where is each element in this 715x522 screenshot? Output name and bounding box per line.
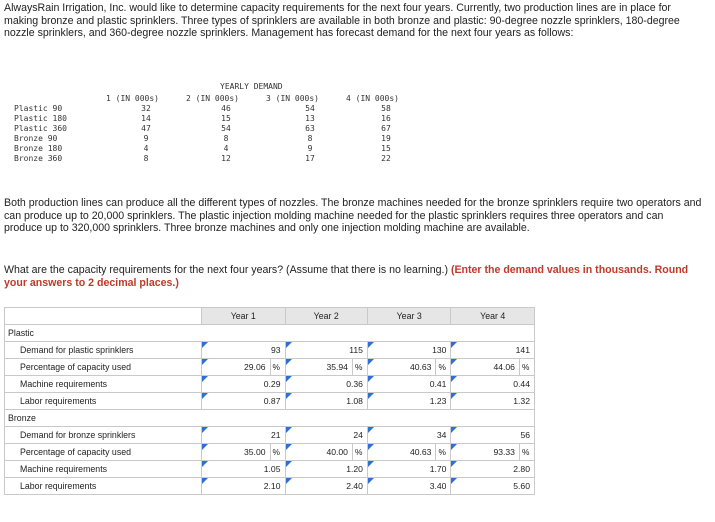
row-label: Demand for plastic sprinklers	[5, 342, 202, 359]
demand-value: 8	[143, 153, 149, 163]
demand-value: 32	[141, 104, 151, 113]
intro-text: AlwaysRain Irrigation, Inc. would like to determine capacity requirements for the next four years. Currently, two production lines are in place for making bronze and plastic sprinklers. Three types of sprinklers are available in both bronze and plastic: 90-degree nozzle sprinklers, 180-degree nozzle sprinklers, and 360-degree nozzle sprinklers. Management has forecast demand for the next four years as follows:	[4, 2, 680, 40]
section-row	[5, 410, 535, 427]
table-row	[5, 478, 535, 495]
table-row	[5, 342, 535, 359]
demand-value: 54	[305, 104, 315, 113]
answer-input[interactable]: 1.08	[285, 393, 367, 410]
demand-value: 58	[381, 104, 391, 113]
demand-value: 17	[305, 153, 315, 163]
demand-value: 19	[381, 133, 391, 143]
demand-row-label: Bronze 90	[14, 133, 58, 143]
demand-value: 16	[381, 113, 391, 123]
year-3-header: Year 3	[367, 308, 451, 325]
answer-input[interactable]: 29.06	[202, 359, 271, 376]
question: What are the capacity requirements for the next four years? (Assume that there is no learning.)	[4, 264, 448, 276]
demand-value: 67	[381, 123, 391, 133]
year-2-header: Year 2	[285, 308, 367, 325]
demand-value: 8	[307, 133, 313, 143]
demand-col-header: 1 (IN 000s)	[106, 94, 159, 103]
answer-input[interactable]: 21	[202, 427, 286, 444]
header-blank	[5, 308, 202, 325]
percent-unit: %	[519, 359, 534, 376]
demand-value: 8	[223, 133, 229, 143]
row-label: Labor requirements	[5, 393, 202, 410]
year-4-header: Year 4	[451, 308, 535, 325]
demand-value: 46	[221, 104, 231, 113]
answer-table	[4, 307, 535, 495]
answer-input[interactable]: 1.20	[285, 461, 367, 478]
answer-input[interactable]: 93	[202, 342, 286, 359]
row-label: Machine requirements	[5, 461, 202, 478]
table-row	[5, 359, 535, 376]
percent-unit: %	[352, 359, 367, 376]
row-label: Demand for bronze sprinklers	[5, 427, 202, 444]
answer-input[interactable]: 141	[451, 342, 535, 359]
answer-input[interactable]: 34	[367, 427, 451, 444]
demand-row-label: Plastic 360	[14, 123, 67, 133]
answer-input[interactable]: 40.63	[367, 359, 436, 376]
demand-col-header: 3 (IN 000s)	[266, 94, 319, 103]
answer-input[interactable]: 115	[285, 342, 367, 359]
demand-value: 13	[305, 113, 315, 123]
answer-input[interactable]: 35.94	[285, 359, 352, 376]
answer-header-row	[5, 308, 535, 325]
demand-col-header: 2 (IN 000s)	[186, 94, 239, 103]
percent-unit: %	[270, 444, 285, 461]
answer-input[interactable]: 0.44	[451, 376, 535, 393]
demand-value: 54	[221, 123, 231, 133]
demand-value: 47	[141, 123, 151, 133]
table-row	[5, 393, 535, 410]
answer-input[interactable]: 40.00	[285, 444, 352, 461]
answer-input[interactable]: 1.23	[367, 393, 451, 410]
answer-input[interactable]: 5.60	[451, 478, 535, 495]
demand-value: 4	[223, 143, 229, 153]
answer-input[interactable]: 0.29	[202, 376, 286, 393]
answer-input[interactable]: 0.41	[367, 376, 451, 393]
demand-row-label: Plastic 90	[14, 104, 63, 113]
demand-value: 4	[143, 143, 149, 153]
section-row	[5, 325, 535, 342]
answer-input[interactable]: 0.36	[285, 376, 367, 393]
demand-value: 12	[221, 153, 231, 163]
percent-unit: %	[352, 444, 367, 461]
instruction: (Enter the demand values in thousands. Round your answers to 2 decimal places.)	[4, 264, 689, 289]
demand-value: 15	[381, 143, 391, 153]
capacity-description: Both production lines can produce all the different types of nozzles. The bronze machines needed for the bronze sprinklers require two operators and can produce up to 20,000 sprinklers. The plastic injection molding machine needed for the plastic sprinklers requires three operators and can produce up to 320,000 sprinklers. Three bronze machines and only one injection molding machine are available.	[4, 197, 702, 235]
answer-input[interactable]: 35.00	[202, 444, 271, 461]
percent-unit: %	[436, 444, 451, 461]
demand-row-label: Plastic 180	[14, 113, 67, 123]
question-text	[4, 264, 708, 289]
demand-value: 15	[221, 113, 231, 123]
demand-col-header: 4 (IN 000s)	[346, 94, 399, 103]
answer-input[interactable]: 1.70	[367, 461, 451, 478]
percent-unit: %	[270, 359, 285, 376]
answer-input[interactable]: 93.33	[451, 444, 520, 461]
answer-input[interactable]: 2.10	[202, 478, 286, 495]
answer-input[interactable]: 130	[367, 342, 451, 359]
demand-value: 22	[381, 153, 391, 163]
answer-input[interactable]: 1.05	[202, 461, 286, 478]
answer-input[interactable]: 3.40	[367, 478, 451, 495]
answer-input[interactable]: 2.80	[451, 461, 535, 478]
demand-value: 14	[141, 113, 151, 123]
table-row	[5, 427, 535, 444]
demand-value: 63	[305, 123, 315, 133]
answer-input[interactable]: 44.06	[451, 359, 520, 376]
table-row	[5, 461, 535, 478]
year-1-header: Year 1	[202, 308, 286, 325]
table-row	[5, 376, 535, 393]
demand-value: 9	[307, 143, 313, 153]
percent-unit: %	[519, 444, 534, 461]
demand-table-title: YEARLY DEMAND	[220, 82, 283, 91]
section-label: Plastic	[5, 325, 535, 342]
answer-input[interactable]: 1.32	[451, 393, 535, 410]
demand-row-label: Bronze 180	[14, 143, 63, 153]
row-label: Percentage of capacity used	[5, 444, 202, 461]
answer-input[interactable]: 56	[451, 427, 535, 444]
table-row	[5, 444, 535, 461]
row-label: Percentage of capacity used	[5, 359, 202, 376]
answer-input[interactable]: 0.87	[202, 393, 286, 410]
row-label: Machine requirements	[5, 376, 202, 393]
answer-input[interactable]: 40.63	[367, 444, 436, 461]
section-label: Bronze	[5, 410, 535, 427]
percent-unit: %	[436, 359, 451, 376]
demand-value: 9	[143, 133, 149, 143]
demand-row-label: Bronze 360	[14, 153, 63, 163]
row-label: Labor requirements	[5, 478, 202, 495]
answer-input[interactable]: 24	[285, 427, 367, 444]
answer-input[interactable]: 2.40	[285, 478, 367, 495]
